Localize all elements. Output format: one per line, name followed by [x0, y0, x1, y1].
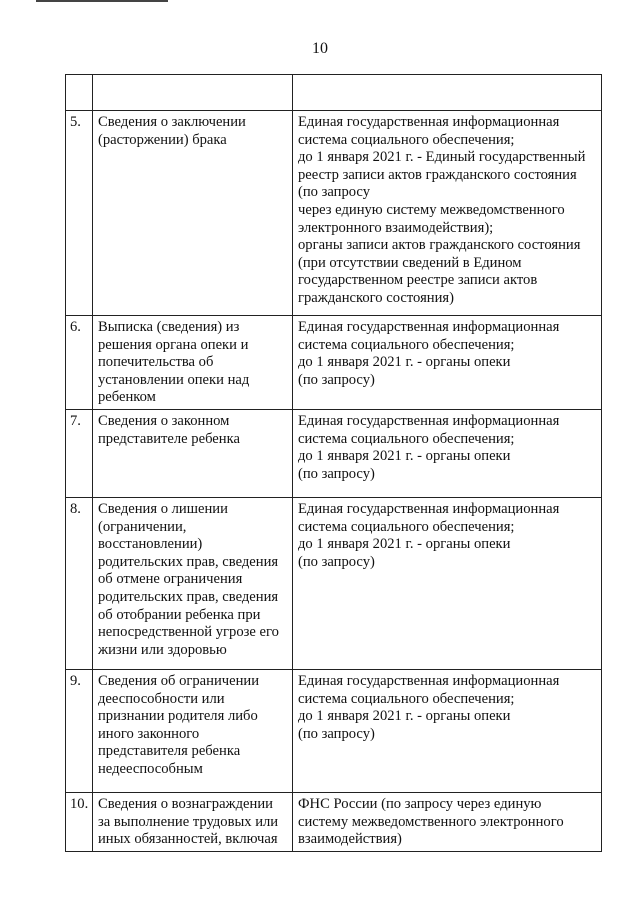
row-document-name: Сведения о заключении (расторжении) брака [93, 111, 293, 316]
table-row [66, 111, 602, 316]
page-number: 10 [312, 40, 328, 57]
scan-edge-mark [36, 0, 168, 2]
row-source: Единая государственная информационная система социального обеспечения; до 1 января 2021 г. - Единый государственный реестр записи актов гражданского состояния (по запросу через единую систему межведомственного электронного взаимодействия); органы записи актов гражданского состояния (при отсутствии сведений в Едином государственном реестре записи актов гражданского состояния) [293, 111, 602, 316]
table-row [66, 669, 602, 792]
row-number: 10. [66, 792, 93, 851]
table-row [66, 316, 602, 410]
row-document-name: Сведения о законном представителе ребенка [93, 409, 293, 497]
row-document-name: Сведения об ограничении дееспособности или признании родителя либо иного законного представителя ребенка недееспособным [93, 669, 293, 792]
row-document-name: Выписка (сведения) из решения органа опеки и попечительства об установлении опеки над ребенком [93, 316, 293, 410]
row-number: 5. [66, 111, 93, 316]
table-row [66, 409, 602, 497]
row-number: 8. [66, 497, 93, 669]
row-source: Единая государственная информационная система социального обеспечения; до 1 января 2021 г. - органы опеки (по запросу) [293, 669, 602, 792]
row-source: Единая государственная информационная система социального обеспечения; до 1 января 2021 г. - органы опеки (по запросу) [293, 316, 602, 410]
table-row [66, 497, 602, 669]
row-number: 9. [66, 669, 93, 792]
row-number: 7. [66, 409, 93, 497]
row-source: Единая государственная информационная система социального обеспечения; до 1 января 2021 г. - органы опеки (по запросу) [293, 497, 602, 669]
row-document-name: Сведения о лишении (ограничении, восстановлении) родительских прав, сведения об отмене ограничения родительских прав, сведения об отобрании ребенка при непосредственной угрозе его жизни или здоровью [93, 497, 293, 669]
row-name-cell [93, 75, 293, 111]
row-document-name: Сведения о вознаграждении за выполнение трудовых или иных обязанностей, включая [93, 792, 293, 851]
table-row [66, 792, 602, 851]
table-row-empty [66, 75, 602, 111]
row-source-cell [293, 75, 602, 111]
document-table [65, 74, 602, 852]
row-number: 6. [66, 316, 93, 410]
row-source: ФНС России (по запросу через единую систему межведомственного электронного взаимодействия) [293, 792, 602, 851]
row-number-cell [66, 75, 93, 111]
row-source: Единая государственная информационная система социального обеспечения; до 1 января 2021 г. - органы опеки (по запросу) [293, 409, 602, 497]
